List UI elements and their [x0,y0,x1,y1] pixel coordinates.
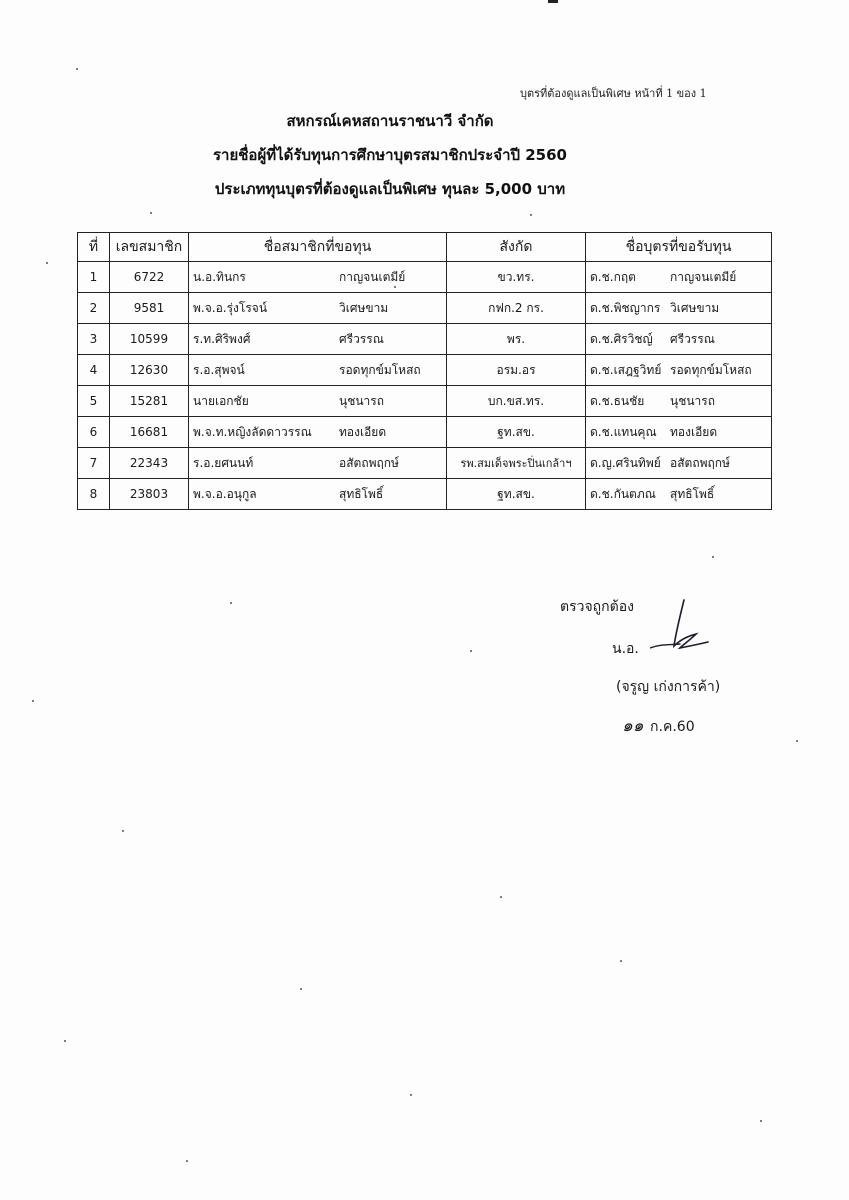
verification-date [622,712,695,739]
row-number: 5 [78,386,110,417]
member-name [189,448,447,479]
child-name [586,355,772,386]
child-given-name: ด.ช.แทนคุณ [590,424,657,439]
table-row [78,262,772,293]
member-given-name: น.อ.ทินกร [193,269,246,284]
table-row [78,355,772,386]
unit: ขว.ทร. [447,262,586,293]
row-number: 2 [78,293,110,324]
member-given-name: ร.อ.สุพจน์ [193,362,245,377]
unit: รพ.สมเด็จพระปิ่นเกล้าฯ [447,448,586,479]
table-row [78,293,772,324]
member-surname: นุชนารถ [339,393,384,408]
scholarship-table [77,232,772,510]
row-number: 7 [78,448,110,479]
member-surname: รอดทุกข์มโหสถ [339,362,421,377]
member-given-name: ร.อ.ยศนนท์ [193,455,254,470]
member-given-name: นายเอกชัย [193,393,249,408]
child-name [586,479,772,510]
page-label: บุตรที่ต้องดูแลเป็นพิเศษ หน้าที่ 1 ของ 1 [520,87,707,100]
child-surname: วิเศษขาม [670,300,720,315]
member-given-name: พ.จ.ท.หญิงลัดดาวรรณ [193,424,312,439]
member-id: 10599 [110,324,189,355]
table-row [78,479,772,510]
member-surname: ทองเอียด [339,424,387,439]
child-name [586,293,772,324]
unit: อรม.อร [447,355,586,386]
child-name [586,417,772,448]
unit: พร. [447,324,586,355]
child-name [586,386,772,417]
unit: บก.ขส.ทร. [447,386,586,417]
handwritten-signature [650,598,720,658]
row-number: 1 [78,262,110,293]
member-given-name: พ.จ.อ.รุ่งโรจน์ [193,300,268,315]
row-number: 4 [78,355,110,386]
unit: ฐท.สข. [447,417,586,448]
row-number: 8 [78,479,110,510]
child-name [586,262,772,293]
member-name [189,417,447,448]
member-name [189,324,447,355]
table-header-row [78,233,772,262]
organization-name: สหกรณ์เคหสถานราชนาวี จำกัด [286,112,494,130]
date-day-handwritten: ๑๑ [622,716,644,736]
member-given-name: ร.ท.ศิริพงศ์ [193,331,251,346]
child-surname: สุทธิโพธิ์ [670,486,715,501]
document-subtitle: ประเภททุนบุตรที่ต้องดูแลเป็นพิเศษ ทุนละ 5,000 บาท [214,180,566,198]
top-edge-mark [548,0,558,3]
child-name [586,448,772,479]
member-id: 22343 [110,448,189,479]
member-surname: ศรีวรรณ [339,331,384,346]
table-row [78,324,772,355]
member-surname: วิเศษขาม [339,300,389,315]
document-title: รายชื่อผู้ที่ได้รับทุนการศึกษาบุตรสมาชิกประจำปี 2560 [212,146,567,164]
header-child-name: ชื่อบุตรที่ขอรับทุน [586,233,772,262]
child-given-name: ด.ช.ศิรวิชญ์ [590,331,653,346]
child-surname: ศรีวรรณ [670,331,715,346]
child-surname: นุชนารถ [670,393,715,408]
child-given-name: ด.ญ.ศรินทิพย์ [590,455,661,470]
unit: กฟก.2 กร. [447,293,586,324]
member-id: 12630 [110,355,189,386]
header-member-name: ชื่อสมาชิกที่ขอทุน [189,233,447,262]
member-id: 23803 [110,479,189,510]
verifier-name: (จรูญ เก่งการค้า) [616,679,721,695]
table-row [78,448,772,479]
row-number: 3 [78,324,110,355]
member-id: 6722 [110,262,189,293]
member-surname: อสัตถพฤกษ์ [339,455,399,470]
member-id: 15281 [110,386,189,417]
member-name [189,386,447,417]
document-heading [120,104,660,206]
child-given-name: ด.ช.พิชญากร [590,300,661,315]
table-row [78,417,772,448]
member-id: 9581 [110,293,189,324]
date-month-year: ก.ค.60 [650,719,695,735]
verifier-rank: น.อ. [612,641,639,657]
child-given-name: ด.ช.กฤต [590,269,636,284]
member-name [189,293,447,324]
member-given-name: พ.จ.อ.อนุกูล [193,486,257,501]
child-given-name: ด.ช.เสฎฐวิทย์ [590,362,662,377]
member-surname: กาญจนเตมีย์ [339,269,406,284]
child-name [586,324,772,355]
child-surname: ทองเอียด [670,424,718,439]
member-name [189,355,447,386]
table-row [78,386,772,417]
child-surname: อสัตถพฤกษ์ [670,455,730,470]
header-unit: สังกัด [447,233,586,262]
row-number: 6 [78,417,110,448]
child-given-name: ด.ช.ธนชัย [590,393,645,408]
child-surname: รอดทุกข์มโหสถ [670,362,752,377]
member-name [189,262,447,293]
header-no: ที่ [78,233,110,262]
member-name [189,479,447,510]
member-id: 16681 [110,417,189,448]
unit: ฐท.สข. [447,479,586,510]
child-surname: กาญจนเตมีย์ [670,269,737,284]
member-surname: สุทธิโพธิ์ [339,486,384,501]
child-given-name: ด.ช.กันตภณ [590,486,656,501]
header-member-id: เลขสมาชิก [110,233,189,262]
verification-label: ตรวจถูกต้อง [560,599,634,615]
